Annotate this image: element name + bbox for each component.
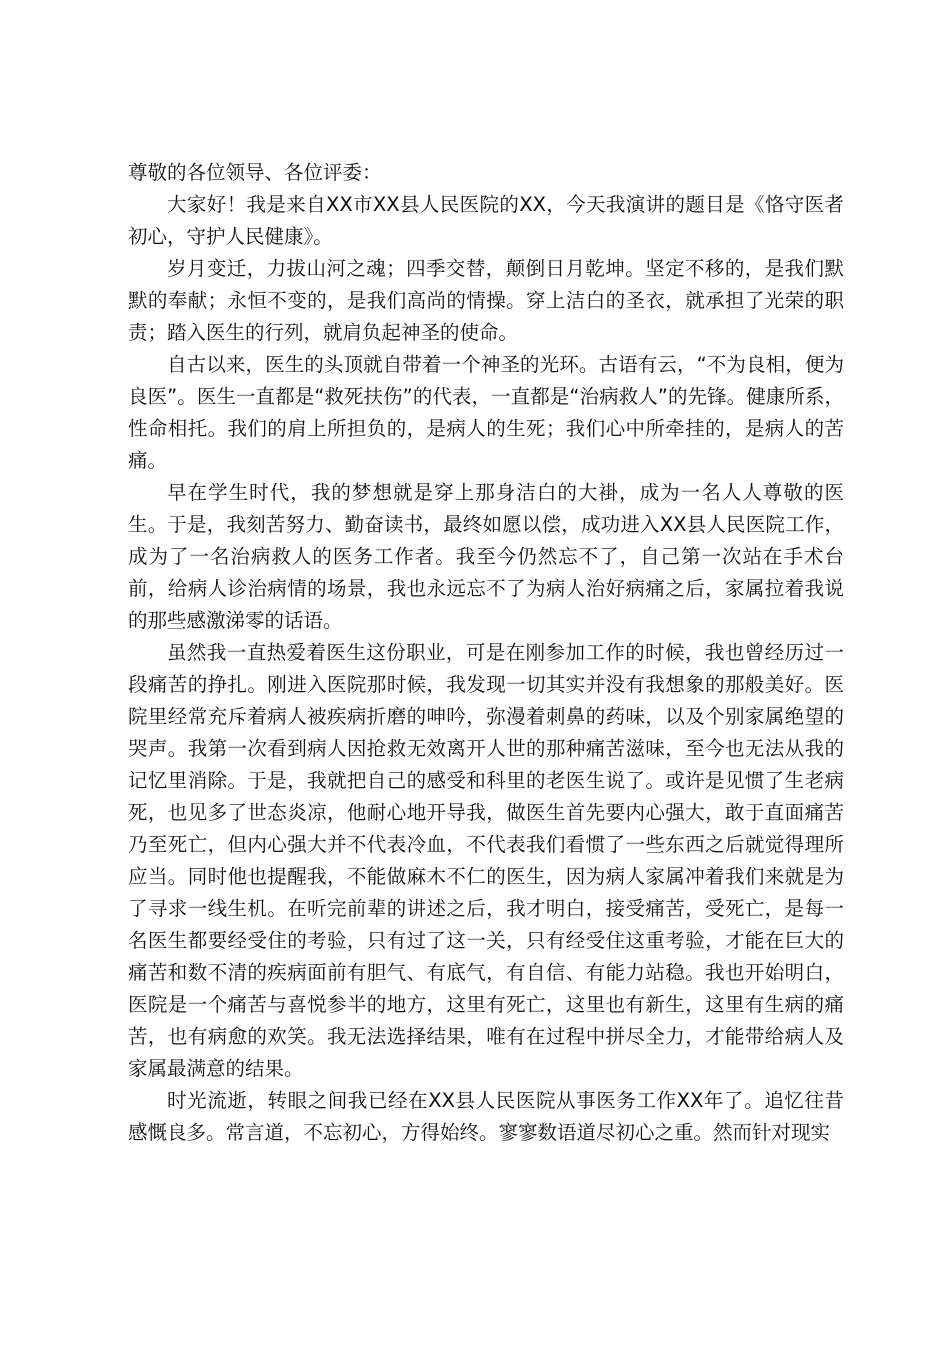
paragraph-dream: 早在学生时代，我的梦想就是穿上那身洁白的大褂，成为一名人人尊敬的医生。于是，我刻苦努力、勤奋读书，最终如愿以偿，成功进入XX县人民医院工作，成为了一名治病救人的医务工作者。我至今仍然忘不了，自己第一次站在手术台前，给病人诊治病情的场景，我也永远忘不了为病人治好病痛之后，家属拉着我说的那些感激涕零的话语。 (128, 481, 844, 632)
paragraph-halo: 自古以来，医生的头顶就自带着一个神圣的光环。古语有云，“不为良相，便为良医”。医生一直都是“救死扶伤”的代表，一直都是“治病救人”的先锋。健康所系，性命相托。我们的肩上所担负的，是病人的生死；我们心中所牵挂的，是病人的苦痛。 (128, 353, 844, 472)
paragraph-seasons: 岁月变迁，力拔山河之魂；四季交替，颠倒日月乾坤。坚定不移的，是我们默默的奉献；永恒不变的，是我们高尚的情操。穿上洁白的圣衣，就承担了光荣的职责；踏入医生的行列，就肩负起神圣的使命。 (128, 257, 844, 344)
paragraph-time: 时光流逝，转眼之间我已经在XX县人民医院从事医务工作XX年了。追忆往昔感慨良多。常言道，不忘初心，方得始终。寥寥数语道尽初心之重。然而针对现实 (128, 1089, 844, 1144)
paragraph-greeting: 大家好！我是来自XX市XX县人民医院的XX，今天我演讲的题目是《恪守医者初心，守护人民健康》。 (128, 193, 844, 248)
paragraph-struggle: 虽然我一直热爱着医生这份职业，可是在刚参加工作的时候，我也曾经历过一段痛苦的挣扎。刚进入医院那时候，我发现一切其实并没有我想象的那般美好。医院里经常充斥着病人被疾病折磨的呻吟，弥漫着刺鼻的药味，以及个别家属绝望的哭声。我第一次看到病人因抢救无效离开人世的那种痛苦滋味，至今也无法从我的记忆里消除。于是，我就把自己的感受和科里的老医生说了。或许是见惯了生老病死，也见多了世态炎凉，他耐心地开导我，做医生首先要内心强大，敢于直面痛苦乃至死亡，但内心强大并不代表冷血，不代表我们看惯了一些东西之后就觉得理所应当。同时他也提醒我，不能做麻木不仁的医生，因为病人家属冲着我们来就是为了寻求一线生机。在听完前辈的讲述之后，我才明白，接受痛苦，受死亡，是每一名医生都要经受住的考验，只有过了这一关，只有经受住这重考验，才能在巨大的痛苦和数不清的疾病面前有胆气、有底气，有自信、有能力站稳。我也开始明白，医院是一个痛苦与喜悦参半的地方，这里有死亡，这里也有新生，这里有生病的痛苦，也有病愈的欢笑。我无法选择结果，唯有在过程中拼尽全力，才能带给病人及家属最满意的结果。 (128, 641, 844, 1080)
document-page (128, 157, 844, 1149)
salutation: 尊敬的各位领导、各位评委： (128, 161, 382, 184)
